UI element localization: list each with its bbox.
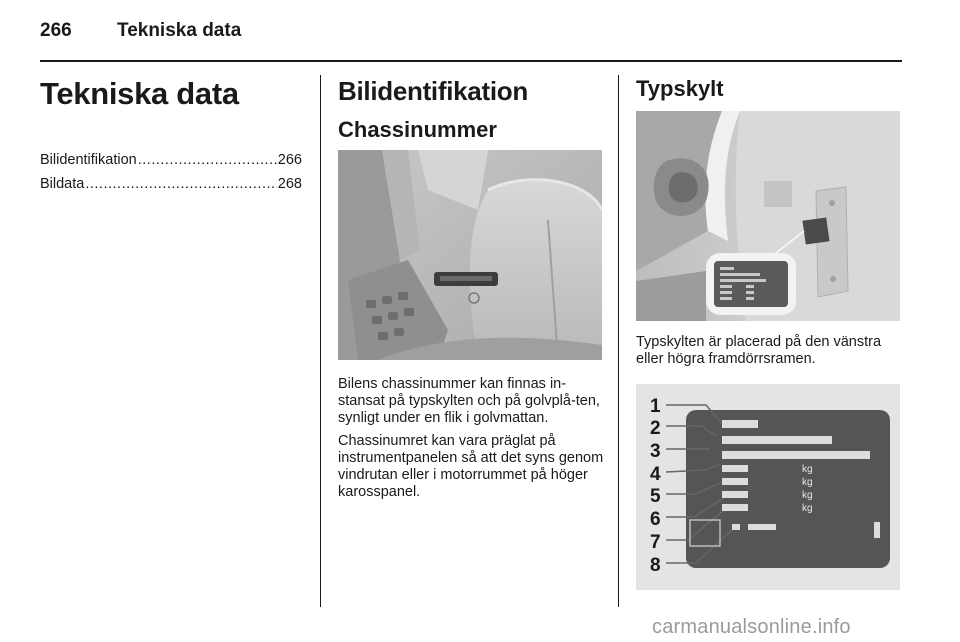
- toc-entry-page: 266: [277, 152, 302, 168]
- plate-unit-label: kg: [802, 503, 813, 514]
- toc-leader: [85, 176, 276, 192]
- toc-entry[interactable]: [40, 152, 302, 176]
- plate-unit-label: kg: [802, 464, 813, 475]
- paragraph: Chassinumret kan vara präglat på instrumentpanelen så att det syns genom vindrutan eller i motorrummet på höger karosspanel.: [338, 433, 604, 500]
- header-rule: [40, 60, 902, 62]
- toc-entry[interactable]: [40, 176, 302, 200]
- toc-leader: [138, 152, 277, 168]
- toc-entry-page: 268: [277, 176, 302, 192]
- plate-callout-4: 4: [650, 464, 661, 485]
- plate-callout-1: 1: [650, 396, 661, 417]
- section-title: Bilidentifikation: [338, 76, 528, 106]
- plate-callout-8: 8: [650, 555, 661, 576]
- table-of-contents: [40, 152, 302, 200]
- plate-callout-7: 7: [650, 532, 661, 553]
- watermark: carmanualsonline.info: [652, 616, 851, 638]
- paragraph: Typskylten är placerad på den vänstra eller högra framdörrsramen.: [636, 334, 882, 367]
- column-divider-1: [320, 75, 321, 607]
- door-frame-photo: [636, 111, 900, 321]
- subsection-title: Typskylt: [636, 76, 724, 101]
- toc-entry-label: Bildata: [40, 176, 85, 192]
- plate-callout-6: 6: [650, 509, 661, 530]
- plate-unit-label: kg: [802, 477, 813, 488]
- plate-callout-2: 2: [650, 418, 661, 439]
- toc-entry-label: Bilidentifikation: [40, 152, 137, 168]
- type-plate-diagram: [636, 384, 900, 590]
- plate-unit-label: kg: [802, 490, 813, 501]
- running-header: Tekniska data: [117, 20, 242, 41]
- page-number: 266: [40, 20, 72, 41]
- column-divider-2: [618, 75, 619, 607]
- paragraph: Bilens chassinummer kan finnas in-stansat på typskylten och på golvplå-ten, synligt under en flik i golvmattan.: [338, 376, 600, 426]
- chapter-title: Tekniska data: [40, 76, 239, 111]
- plate-callout-3: 3: [650, 441, 661, 462]
- chassis-number-photo: [338, 150, 602, 360]
- plate-callout-5: 5: [650, 486, 661, 507]
- subsection-title: Chassinummer: [338, 117, 497, 142]
